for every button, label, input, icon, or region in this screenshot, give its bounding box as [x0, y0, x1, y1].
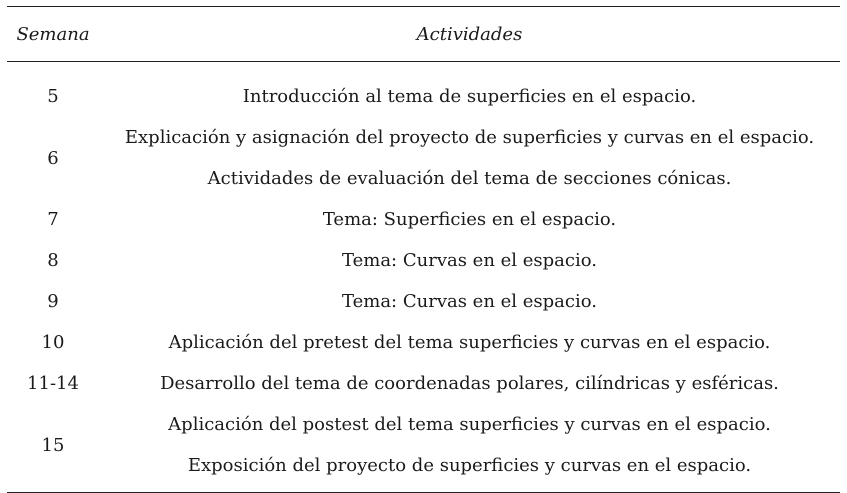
- activity-line: Explicación y asignación del proyecto de superficies y curvas en el espacio.: [124, 127, 815, 148]
- schedule-table-container: [7, 6, 840, 493]
- week-cell: 8: [47, 250, 59, 271]
- activity-line: Actividades de evaluación del tema de secciones cónicas.: [207, 168, 732, 189]
- table-row: [7, 199, 840, 240]
- header-week: Semana: [16, 23, 90, 45]
- table-row: [7, 117, 840, 199]
- week-cell: 5: [47, 86, 59, 107]
- table-row: [7, 363, 840, 404]
- week-cell: 7: [47, 209, 59, 230]
- activity-line: Exposición del proyecto de superficies y curvas en el espacio.: [187, 455, 752, 476]
- table-header: [7, 7, 840, 62]
- table-row: [7, 281, 840, 322]
- activity-line: Tema: Curvas en el espacio.: [342, 291, 597, 312]
- week-cell: 15: [41, 434, 65, 456]
- activity-cell: [99, 322, 840, 363]
- activity-line: Aplicación del pretest del tema superficies y curvas en el espacio.: [168, 332, 771, 353]
- activity-cell: [99, 404, 840, 486]
- week-cell: 9: [47, 291, 59, 312]
- spacer-row: [7, 486, 840, 493]
- table-row: [7, 240, 840, 281]
- header-activities: Actividades: [416, 23, 523, 45]
- activity-line: Desarrollo del tema de coordenadas polares, cilíndricas y esféricas.: [160, 373, 779, 394]
- spacer-row: [7, 62, 840, 77]
- table-row: [7, 322, 840, 363]
- table-row: [7, 404, 840, 486]
- week-cell: 6: [47, 147, 59, 169]
- activity-line: Tema: Curvas en el espacio.: [342, 250, 597, 271]
- week-cell: 10: [41, 332, 65, 353]
- header-row: [7, 7, 840, 62]
- table-body: [7, 62, 840, 493]
- activity-cell: [99, 76, 840, 117]
- activity-line: Introducción al tema de superficies en el espacio.: [242, 86, 697, 107]
- schedule-table: [7, 6, 840, 493]
- activity-line: Tema: Superficies en el espacio.: [322, 209, 617, 230]
- activity-line: Aplicación del postest del tema superficies y curvas en el espacio.: [168, 414, 771, 435]
- activity-cell: [99, 199, 840, 240]
- activity-cell: [99, 240, 840, 281]
- activity-cell: [99, 281, 840, 322]
- table-row: [7, 76, 840, 117]
- week-cell: 11-14: [27, 373, 79, 394]
- activity-cell: [99, 117, 840, 199]
- activity-cell: [99, 363, 840, 404]
